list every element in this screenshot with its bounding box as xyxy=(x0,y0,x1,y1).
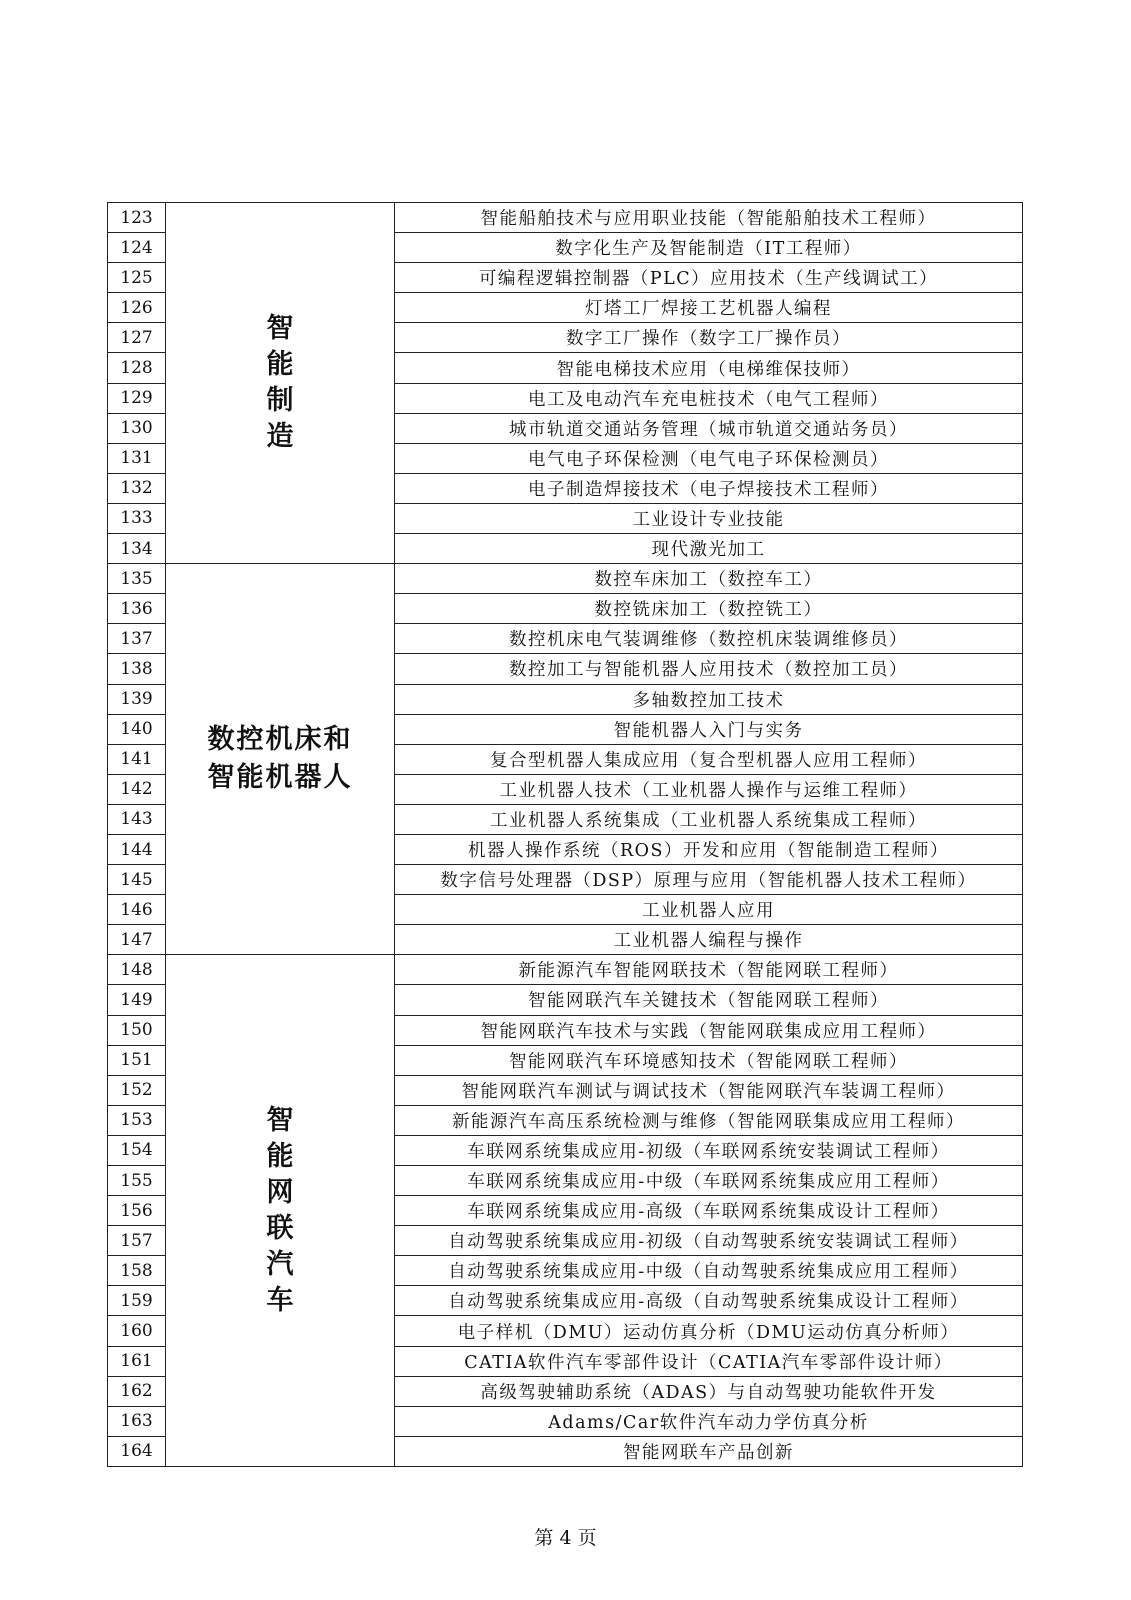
row-number: 146 xyxy=(108,895,166,925)
row-number: 126 xyxy=(108,293,166,323)
course-name: 车联网系统集成应用-高级（车联网系统集成设计工程师） xyxy=(395,1196,1023,1226)
row-number: 159 xyxy=(108,1286,166,1316)
course-name: 可编程逻辑控制器（PLC）应用技术（生产线调试工） xyxy=(395,263,1023,293)
category-name: 数控机床和智能机器人 xyxy=(207,724,353,794)
course-table-body xyxy=(108,203,1023,1467)
row-number: 147 xyxy=(108,925,166,955)
row-number: 125 xyxy=(108,263,166,293)
course-name: 智能网联汽车环境感知技术（智能网联工程师） xyxy=(395,1045,1023,1075)
category-cell xyxy=(166,203,395,564)
row-number: 153 xyxy=(108,1105,166,1135)
course-name: 机器人操作系统（ROS）开发和应用（智能制造工程师） xyxy=(395,834,1023,864)
category-name: 智能网联汽车 xyxy=(266,1104,294,1316)
row-number: 128 xyxy=(108,353,166,383)
course-name: 数控铣床加工（数控铣工） xyxy=(395,594,1023,624)
course-name: 工业机器人编程与操作 xyxy=(395,925,1023,955)
row-number: 124 xyxy=(108,233,166,263)
row-number: 139 xyxy=(108,684,166,714)
row-number: 134 xyxy=(108,534,166,564)
course-name: 智能机器人入门与实务 xyxy=(395,714,1023,744)
course-name: 自动驾驶系统集成应用-中级（自动驾驶系统集成应用工程师） xyxy=(395,1256,1023,1286)
row-number: 155 xyxy=(108,1166,166,1196)
row-number: 150 xyxy=(108,1015,166,1045)
row-number: 149 xyxy=(108,985,166,1015)
category-name: 智能制造 xyxy=(266,313,294,453)
course-name: 数控车床加工（数控车工） xyxy=(395,564,1023,594)
course-name: 数控机床电气装调维修（数控机床装调维修员） xyxy=(395,624,1023,654)
row-number: 157 xyxy=(108,1226,166,1256)
row-number: 163 xyxy=(108,1406,166,1436)
row-number: 162 xyxy=(108,1376,166,1406)
row-number: 154 xyxy=(108,1135,166,1165)
course-name: 智能网联车产品创新 xyxy=(395,1436,1023,1466)
course-name: 工业机器人系统集成（工业机器人系统集成工程师） xyxy=(395,804,1023,834)
course-name: 车联网系统集成应用-中级（车联网系统集成应用工程师） xyxy=(395,1166,1023,1196)
course-name: 智能电梯技术应用（电梯维保技师） xyxy=(395,353,1023,383)
row-number: 123 xyxy=(108,203,166,233)
course-name: 自动驾驶系统集成应用-高级（自动驾驶系统集成设计工程师） xyxy=(395,1286,1023,1316)
row-number: 143 xyxy=(108,804,166,834)
row-number: 156 xyxy=(108,1196,166,1226)
row-number: 135 xyxy=(108,564,166,594)
course-name: 电子样机（DMU）运动仿真分析（DMU运动仿真分析师） xyxy=(395,1316,1023,1346)
course-name: 数字信号处理器（DSP）原理与应用（智能机器人技术工程师） xyxy=(395,865,1023,895)
row-number: 145 xyxy=(108,865,166,895)
row-number: 164 xyxy=(108,1436,166,1466)
course-name: 电工及电动汽车充电桩技术（电气工程师） xyxy=(395,383,1023,413)
row-number: 132 xyxy=(108,473,166,503)
table-row xyxy=(108,564,1023,594)
course-name: 现代激光加工 xyxy=(395,534,1023,564)
row-number: 140 xyxy=(108,714,166,744)
row-number: 136 xyxy=(108,594,166,624)
row-number: 131 xyxy=(108,443,166,473)
table-row xyxy=(108,203,1023,233)
row-number: 138 xyxy=(108,654,166,684)
course-name: 电子制造焊接技术（电子焊接技术工程师） xyxy=(395,473,1023,503)
category-cell xyxy=(166,564,395,955)
course-name: 工业设计专业技能 xyxy=(395,503,1023,533)
course-name: 工业机器人应用 xyxy=(395,895,1023,925)
course-name: 多轴数控加工技术 xyxy=(395,684,1023,714)
row-number: 148 xyxy=(108,955,166,985)
row-number: 127 xyxy=(108,323,166,353)
course-name: 城市轨道交通站务管理（城市轨道交通站务员） xyxy=(395,413,1023,443)
row-number: 133 xyxy=(108,503,166,533)
category-cell xyxy=(166,955,395,1467)
course-name: 复合型机器人集成应用（复合型机器人应用工程师） xyxy=(395,744,1023,774)
course-name: 智能网联汽车技术与实践（智能网联集成应用工程师） xyxy=(395,1015,1023,1045)
row-number: 158 xyxy=(108,1256,166,1286)
course-table xyxy=(107,202,1023,1467)
course-name: 数字化生产及智能制造（IT工程师） xyxy=(395,233,1023,263)
course-name: 车联网系统集成应用-初级（车联网系统安装调试工程师） xyxy=(395,1135,1023,1165)
row-number: 137 xyxy=(108,624,166,654)
row-number: 160 xyxy=(108,1316,166,1346)
row-number: 141 xyxy=(108,744,166,774)
course-name: 工业机器人技术（工业机器人操作与运维工程师） xyxy=(395,774,1023,804)
course-name: 灯塔工厂焊接工艺机器人编程 xyxy=(395,293,1023,323)
course-name: 高级驾驶辅助系统（ADAS）与自动驾驶功能软件开发 xyxy=(395,1376,1023,1406)
page-number: 第 4 页 xyxy=(534,1527,597,1549)
course-name: 智能船舶技术与应用职业技能（智能船舶技术工程师） xyxy=(395,203,1023,233)
row-number: 144 xyxy=(108,834,166,864)
course-name: 新能源汽车高压系统检测与维修（智能网联集成应用工程师） xyxy=(395,1105,1023,1135)
course-name: 新能源汽车智能网联技术（智能网联工程师） xyxy=(395,955,1023,985)
table-row xyxy=(108,955,1023,985)
course-name: CATIA软件汽车零部件设计（CATIA汽车零部件设计师） xyxy=(395,1346,1023,1376)
row-number: 151 xyxy=(108,1045,166,1075)
course-name: Adams/Car软件汽车动力学仿真分析 xyxy=(395,1406,1023,1436)
row-number: 152 xyxy=(108,1075,166,1105)
course-name: 自动驾驶系统集成应用-初级（自动驾驶系统安装调试工程师） xyxy=(395,1226,1023,1256)
course-name: 电气电子环保检测（电气电子环保检测员） xyxy=(395,443,1023,473)
course-name: 数控加工与智能机器人应用技术（数控加工员） xyxy=(395,654,1023,684)
row-number: 129 xyxy=(108,383,166,413)
row-number: 130 xyxy=(108,413,166,443)
course-name: 智能网联汽车关键技术（智能网联工程师） xyxy=(395,985,1023,1015)
row-number: 161 xyxy=(108,1346,166,1376)
course-name: 数字工厂操作（数字工厂操作员） xyxy=(395,323,1023,353)
row-number: 142 xyxy=(108,774,166,804)
course-name: 智能网联汽车测试与调试技术（智能网联汽车装调工程师） xyxy=(395,1075,1023,1105)
